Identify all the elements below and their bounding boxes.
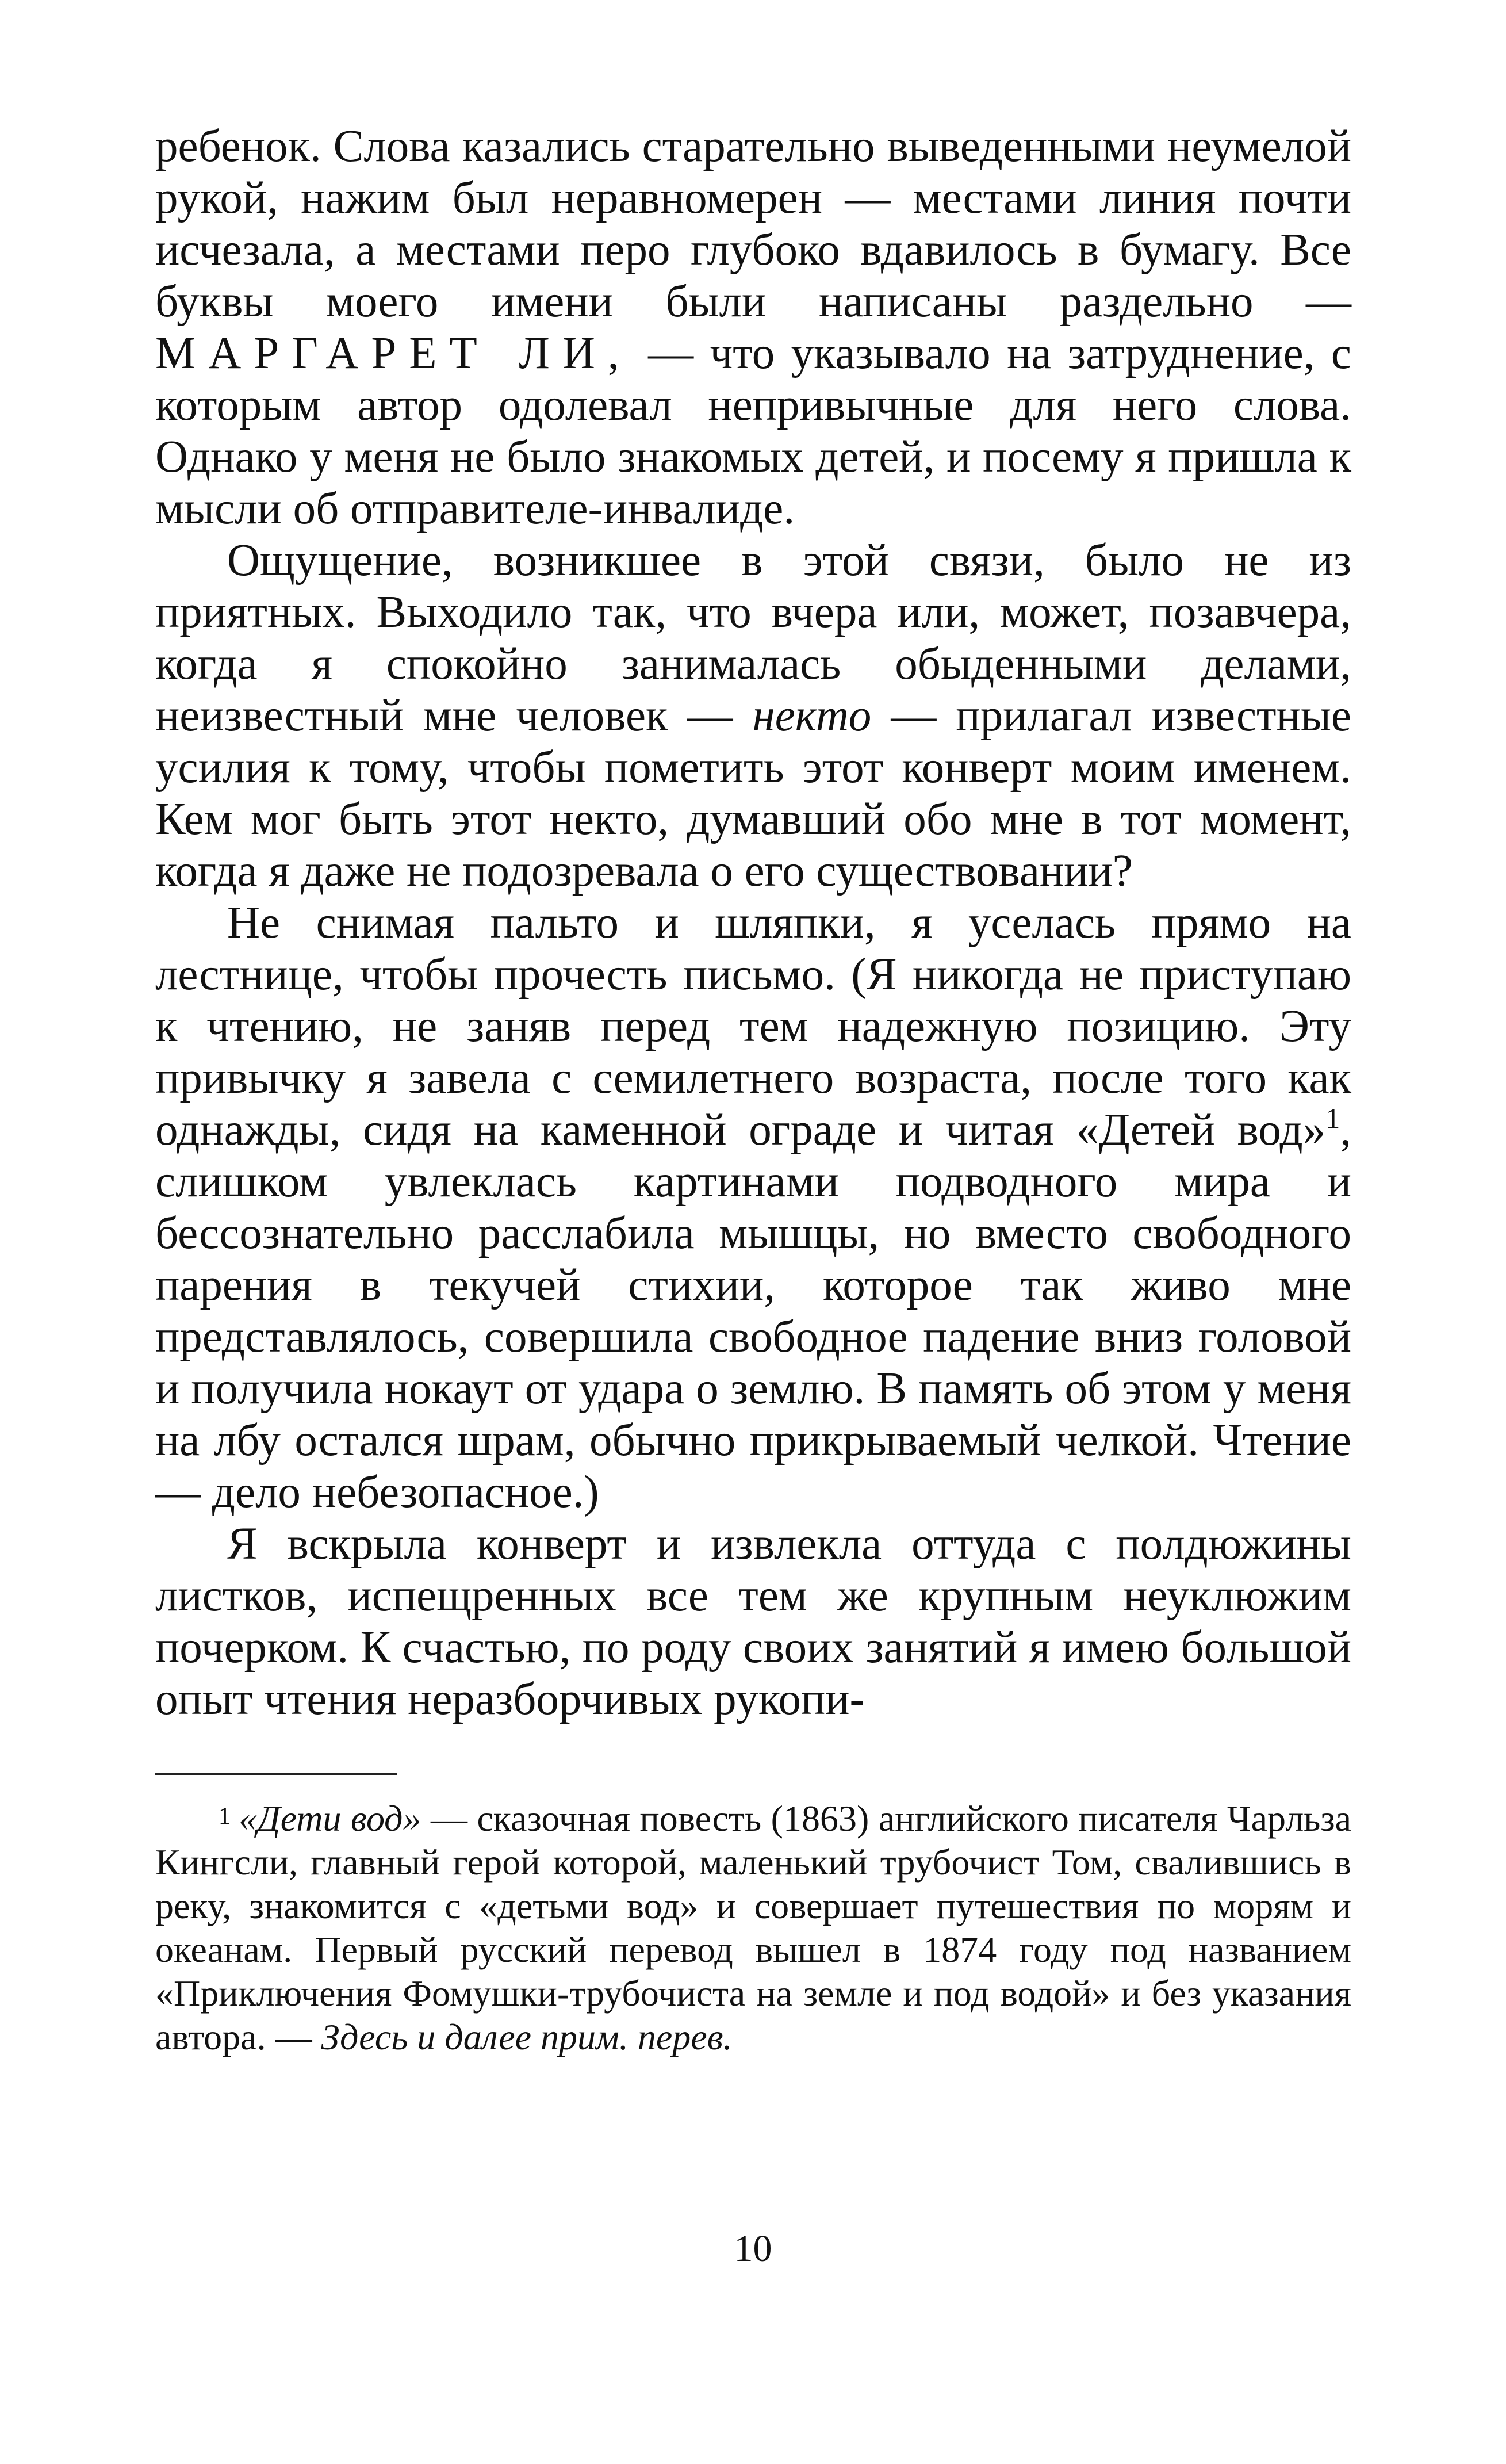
footnote-divider <box>155 1773 397 1775</box>
paragraph-4 <box>155 1518 1351 1725</box>
footnote-title: «Дети вод» <box>239 1798 421 1839</box>
page-number: 10 <box>734 2228 772 2270</box>
paragraph-2-italic-word: некто <box>752 691 872 741</box>
footnote-reference: 1 <box>1325 1102 1340 1134</box>
paragraph-2-text-end: — прилагал известные усилия к тому, чтобы пометить этот конверт моим именем. Кем мог быть этот некто, думавший обо мне в тот момент, когда я даже не подозревала о его существовании? <box>155 691 1351 896</box>
paragraph-1 <box>155 121 1351 535</box>
paragraph-2 <box>155 535 1351 897</box>
footnote-mark: 1 <box>219 1803 231 1830</box>
paragraph-3 <box>155 897 1351 1518</box>
paragraph-1-text-end: — что указывало на затруднение, с которым автор одолевал непривычные для него слова. Однако у меня не было знакомых детей, и посему я пришла к мысли об отправителе-инвалиде. <box>155 328 1352 534</box>
footnote-translator-note: Здесь и далее прим. перев. <box>321 2017 733 2057</box>
paragraph-1-text: ребенок. Слова казались старательно выведенными неумелой рукой, нажим был неравномерен — местами линия почти исчезала, а местами перо глубоко вдавилось в бумагу. Все буквы моего имени были написаны раздельно — <box>155 121 1351 327</box>
author-name-spaced: МАРГАРЕТ ЛИ, <box>155 328 632 378</box>
paragraph-3-text: Не снимая пальто и шляпки, я уселась прямо на лестнице, чтобы прочесть письмо. (Я никогда не приступаю к чтению, не заняв перед тем надежную позицию. Эту привычку я завела с семилетнего возраста, после того как однажды, сидя на каменной ограде и читая «Детей вод» <box>155 898 1351 1155</box>
paragraph-2-text: Ощущение, возникшее в этой связи, было не из приятных. Выходило так, что вчера или, может, позавчера, когда я спокойно занималась обыденными делами, неизвестный мне человек — <box>155 535 1351 741</box>
book-page <box>155 121 1351 2059</box>
footnote <box>155 1797 1351 2059</box>
paragraph-3-text-end: , слишком увлеклась картинами подводного мира и бессознательно расслабила мышцы, но вместо свободного парения в текучей стихии, которое так живо мне представлялось, совершила свободное падение вниз головой и получила нокаут от удара о землю. В память об этом у меня на лбу остался шрам, обычно прикрываемый челкой. Чтение — дело небезопасное.) <box>155 1105 1351 1517</box>
paragraph-4-text: Я вскрыла конверт и извлекла оттуда с полдюжины листков, испещренных все тем же крупным неуклюжим почерком. К счастью, по роду своих занятий я имею большой опыт чтения неразборчивых рукопи- <box>155 1519 1351 1724</box>
footnote-text: — сказочная повесть (1863) английского писателя Чарльза Кингсли, главный герой которой, маленький трубочист Том, свалившись в реку, знакомится с «детьми вод» и совершает путешествия по морям и океанам. Первый русский перевод вышел в 1874 году под названием «Приключения Фомушки-трубочиста на земле и под водой» и без указания автора. — <box>155 1798 1351 2057</box>
